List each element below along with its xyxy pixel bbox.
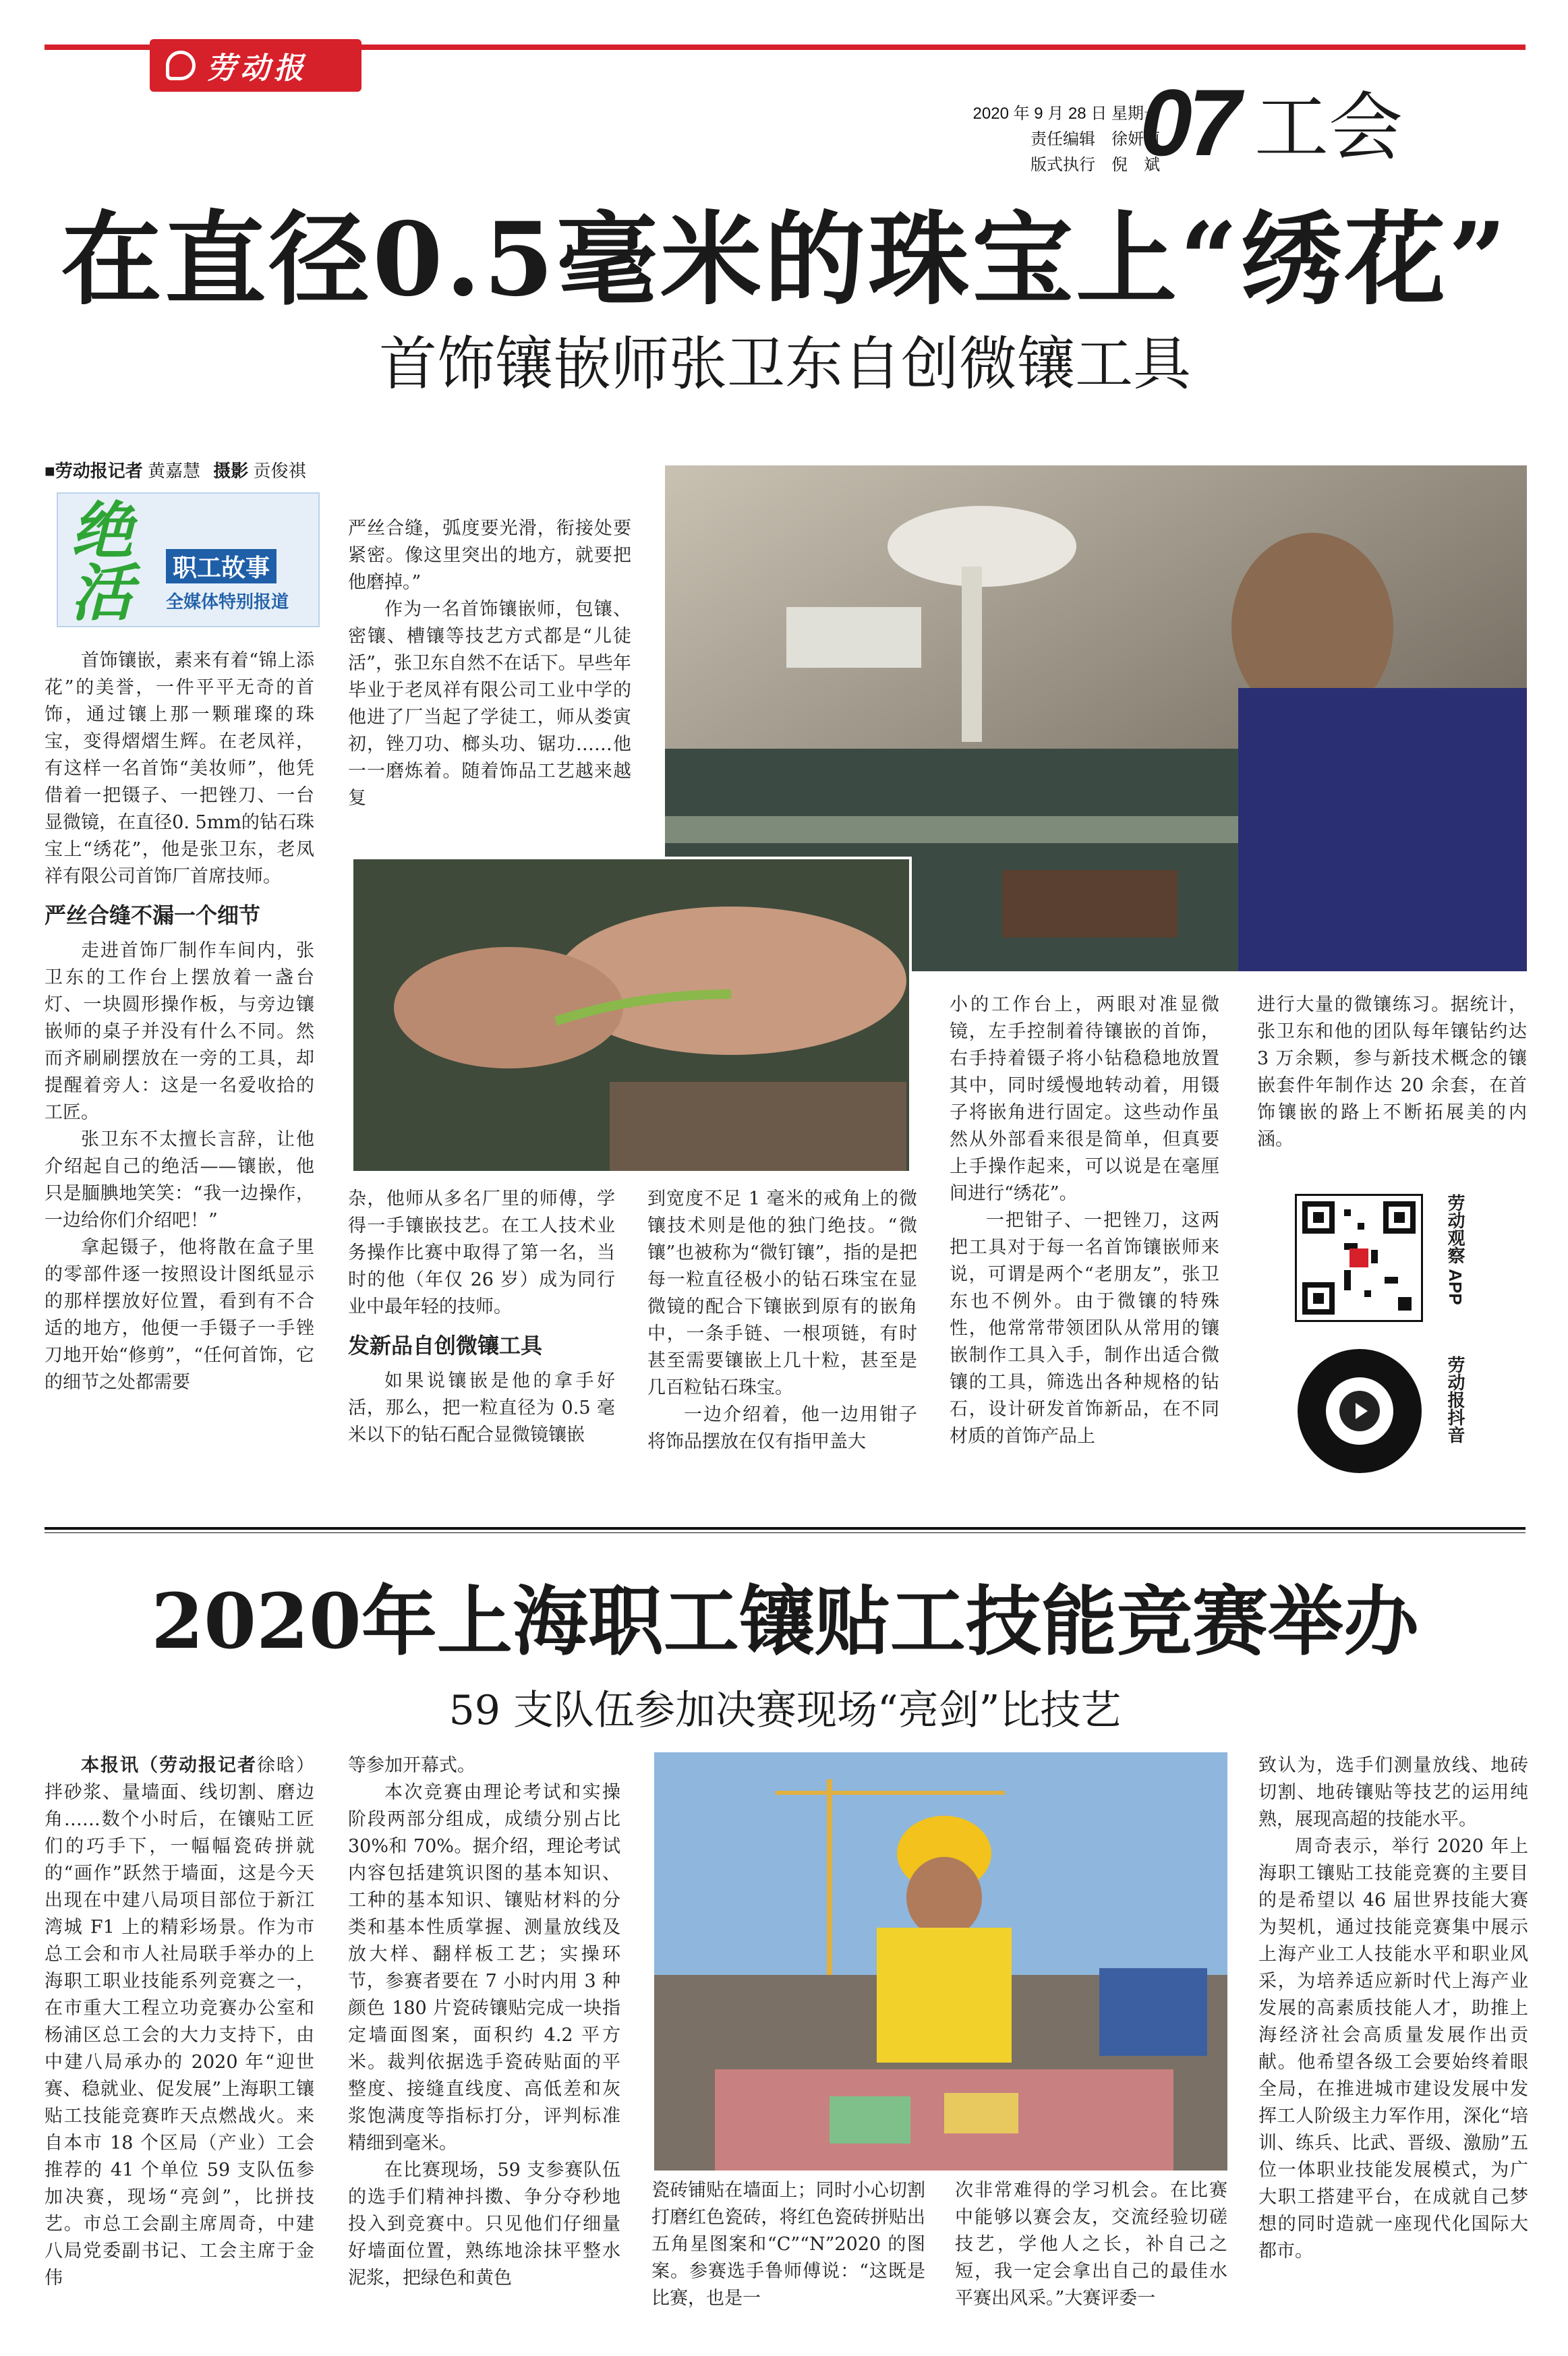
story-divider <box>45 1527 1526 1530</box>
date-line: 2020 年 9 月 28 日 星期一 <box>972 105 1160 123</box>
story1-subheading-b: 发新品自创微镶工具 <box>348 1333 543 1358</box>
paragraph: 等参加开幕式。 <box>348 1755 475 1776</box>
paragraph: 作为一名首饰镶嵌师，包镶、密镶、槽镶等技艺方式都是“儿徒活”，张卫东自然不在话下。早些年毕业于老凤祥有限公司工业中学的他进了厂当起了学徒工，师从娄寅初，锉刀功、榔头功、锯功……他一一磨炼着。随着饰品工艺越来越复 <box>348 599 631 809</box>
paragraph: 走进首饰厂制作车间内，张卫东的工作台上摆放着一盏台灯、一块圆形操作板，与旁边镶嵌师的桌子并没有什么不同。然而齐刷刷摆放在一旁的工具，却提醒着旁人：这是一名爱收拾的工匠。 <box>45 940 314 1123</box>
paragraph: 周奇表示，举行 2020 年上海职工镶贴工技能竞赛的主要目的是希望以 46 届世界技能大赛为契机，通过技能竞赛集中展示上海产业工人技能水平和职业风采，为培养适应新时代上海产业发展的高素质技能人才，助推上海经济社会高质量发展作出贡献。他希望各级工会要始终着眼全局，在推进城市建设发展中发挥工人阶级主力军作用，深化“培训、练兵、比武、晋级、激励”五位一体职业技能发展模式，为广大职工搭建平台，在成就自己梦想的同时造就一座现代化国际大都市。 <box>1258 1836 1528 2262</box>
page-meta <box>877 101 1160 178</box>
paragraph: 一边介绍着，他一边用钳子将饰品摆放在仅有指甲盖大 <box>647 1404 917 1452</box>
paragraph: 进行大量的微镶练习。据统计，张卫东和他的团队每年镶钻约达 3 万余颗，参与新技术概念的镶嵌套件年制作达 20 余套，在首饰镶嵌的路上不断拓展美的内涵。 <box>1257 994 1527 1150</box>
photo-tiling-illustration <box>654 1752 1227 2171</box>
story-divider-thin <box>45 1532 1526 1533</box>
photo-hands-with-pliers <box>351 857 912 1174</box>
paragraph: 如果说镶嵌是他的拿手好活，那么，把一粒直径为 0.5 毫米以下的钻石配合显微镜镶嵌 <box>348 1371 615 1445</box>
badge-subtitle: 全媒体特别报道 <box>166 592 289 612</box>
paragraph: 本次竞赛由理论考试和实操阶段两部分组成，成绩分别占比 30%和 70%。据介绍，理论考试内容包括建筑识图的基本知识、工种的基本知识、镶贴材料的分类和基本性质掌握、测量放线及放大样、翻样板工艺；实操环节，参赛者要在 7 小时内用 3 种颜色 180 片瓷砖镶贴完成一块指定墙面图案，面积约 4.2 平方米。裁判依据选手瓷砖贴面的平整度、接缝直线度、高低差和灰浆饱满度等指标打分，评判标准精细到毫米。 <box>348 1782 620 2154</box>
editor-line: 责任编辑 徐妍莉 <box>1030 130 1160 148</box>
layout-line: 版式执行 倪 斌 <box>1030 156 1160 174</box>
story1-column-2-bottom <box>348 1186 615 1449</box>
column-badge <box>57 492 320 627</box>
qr-pattern-icon <box>1297 1196 1421 1320</box>
story2-column-4 <box>955 2177 1227 2312</box>
story2-column-2 <box>348 1752 620 2292</box>
paragraph: 在比赛现场，59 支参赛队伍的选手们精神抖擞、争分夺秒地投入到竞赛中。只见他们仔细量好墙面位置，熟练地涂抹平整水泥浆，把绿色和黄色 <box>348 2160 620 2289</box>
paragraph: 严丝合缝，弧度要光滑，衔接处要紧密。像这里突出的地方，就要把他磨掉。” <box>348 518 631 593</box>
story1-headline: 在直径0.5毫米的珠宝上“绣花” <box>61 200 1509 319</box>
story2-headline: 2020年上海职工镶贴工技能竞赛举办 <box>151 1578 1419 1666</box>
paragraph: 本报讯（劳动报记者徐晗）拌砂浆、量墙面、线切割、磨边角……数个小时后，在镶贴工匠们的巧手下，一幅幅瓷砖拼就的“画作”跃然于墙面，这是今天出现在中建八局项目部位于新江湾城 F1 上的精彩场景。作为市总工会和市人社局联手举办的上海职工职业技能系列竞赛之一，在市重大工程立功竞赛办公室和杨浦区总工会的大力支持下，由中建八局承办的 2020 年“迎世赛、稳就业、促发展”上海职工镶贴工技能竞赛昨天点燃战火。来自本市 18 个区局（产业）工会推荐的 41 个单位 59 支队伍参加决赛，现场“亮剑”，比拼技艺。市总工会副主席周奇，中建八局党委副书记、工会主席于金伟 <box>45 1755 314 2289</box>
story1-subheading-a: 严丝合缝不漏一个细节 <box>45 902 261 928</box>
qr-app-label: 劳动观察 APP <box>1445 1194 1465 1305</box>
paragraph: 拿起镊子，他将散在盒子里的零部件逐一按照设计图纸显示的那样摆放好位置，看到有不合适的地方，他便一手镊子一手锉刀地开始“修剪”，“任何首饰，它的细节之处都需要 <box>45 1237 314 1393</box>
byline-reporter: 黄嘉慧 <box>147 461 200 481</box>
story2-column-1 <box>45 1752 314 2292</box>
story2-column-3 <box>651 2177 925 2312</box>
douyin-code[interactable] <box>1298 1349 1422 1473</box>
qr-douyin-label: 劳动报抖音 <box>1445 1356 1465 1443</box>
byline-photo-label: 摄影 <box>213 461 249 481</box>
paragraph: 致认为，选手们测量放线、地砖切割、地砖镶贴等技艺的运用纯熟，展现高超的技能水平。 <box>1258 1755 1528 1830</box>
photo-hands-illustration <box>353 859 909 1171</box>
story1-column-2-top <box>348 515 631 812</box>
qr-code-app[interactable] <box>1295 1194 1423 1322</box>
story1-byline <box>45 457 306 482</box>
paragraph: 一把钳子、一把锉刀，这两把工具对于每一名首饰镶嵌师来说，可谓是两个“老朋友”，张卫东也不例外。由于微镶的特殊性，他常常带领团队从常用的镶嵌制作工具入手，制作出适合微镶的工具，筛选出各种规格的钻石，设计研发首饰新品，在不同材质的首饰产品上 <box>950 1210 1219 1447</box>
paragraph: 张卫东不太擅长言辞，让他介绍起自己的绝活——镶嵌，他只是腼腆地笑笑：“我一边操作，一边给你们介绍吧！” <box>45 1129 314 1231</box>
paragraph: 杂，他师从多名厂里的师傅，学得一手镶嵌技艺。在工人技术业务操作比赛中取得了第一名，当时的他（年仅 26 岁）成为同行业中最年轻的技师。 <box>348 1188 615 1317</box>
section-name: 工会 <box>1254 86 1403 169</box>
douyin-icon <box>1298 1349 1422 1473</box>
badge-title: 职工故事 <box>166 549 277 583</box>
story1-column-3 <box>647 1186 917 1456</box>
story1-column-5 <box>1257 992 1527 1153</box>
story2-column-5 <box>1258 1752 1528 2265</box>
story1-column-1 <box>45 648 314 1396</box>
photo-tiling-competitor <box>654 1752 1227 2171</box>
paper-logo <box>150 39 361 92</box>
page-number: 07 <box>1140 69 1237 175</box>
byline-reporter-label: ■劳动报记者 <box>45 461 143 481</box>
story2-lead: 本报讯（劳动报记者 <box>81 1755 257 1776</box>
byline-photographer: 贡俊祺 <box>253 461 306 481</box>
paragraph: 首饰镶嵌，素来有着“锦上添花”的美誉，一件平平无奇的首饰，通过镶上那一颗璀璨的珠宝，变得熠熠生辉。在老凤祥，有这样一名首饰“美妆师”，他凭借着一把镊子、一把锉刀、一台显微镜，在直径0. 5mm的钻石珠宝上“绣花”，他是张卫东，老凤祥有限公司首饰厂首席技师。 <box>45 650 314 887</box>
story1-column-4 <box>950 992 1219 1450</box>
paragraph: 小的工作台上，两眼对准显微镜，左手控制着待镶嵌的首饰，右手持着镊子将小钻稳稳地放置其中，同时缓慢地转动着，用镊子将嵌角进行固定。这些动作虽然从外部看来很是简单，但真要上手操作起来，可以说是在毫厘间进行“绣花”。 <box>950 994 1219 1204</box>
story1-subhead: 首饰镶嵌师张卫东自创微镶工具 <box>379 331 1191 398</box>
badge-big-text: 绝活 <box>61 498 134 622</box>
logo-icon <box>166 51 196 80</box>
paper-name: 劳动报 <box>206 51 308 86</box>
paragraph: 瓷砖铺贴在墙面上；同时小心切割打磨红色瓷砖，将红色瓷砖拼贴出五角星图案和“C”“N”2020 的图案。参赛选手鲁师傅说：“这既是比赛，也是一 <box>651 2180 925 2309</box>
paragraph: 到宽度不足 1 毫米的戒角上的微镶技术则是他的独门绝技。“微镶”也被称为“微钉镶”，指的是把每一粒直径极小的钻石珠宝在显微镜的配合下镶嵌到原有的嵌角中，一条手链、一根项链，有时甚至需要镶嵌上几十粒，甚至是几百粒钻石珠宝。 <box>647 1188 917 1398</box>
paragraph: 次非常难得的学习机会。在比赛中能够以赛会友，交流经验切磋技艺，学他人之长，补自己之短，我一定会拿出自己的最佳水平赛出风采。”大赛评委一 <box>955 2180 1227 2309</box>
story2-subhead: 59 支队伍参加决赛现场“亮剑”比技艺 <box>448 1687 1122 1734</box>
